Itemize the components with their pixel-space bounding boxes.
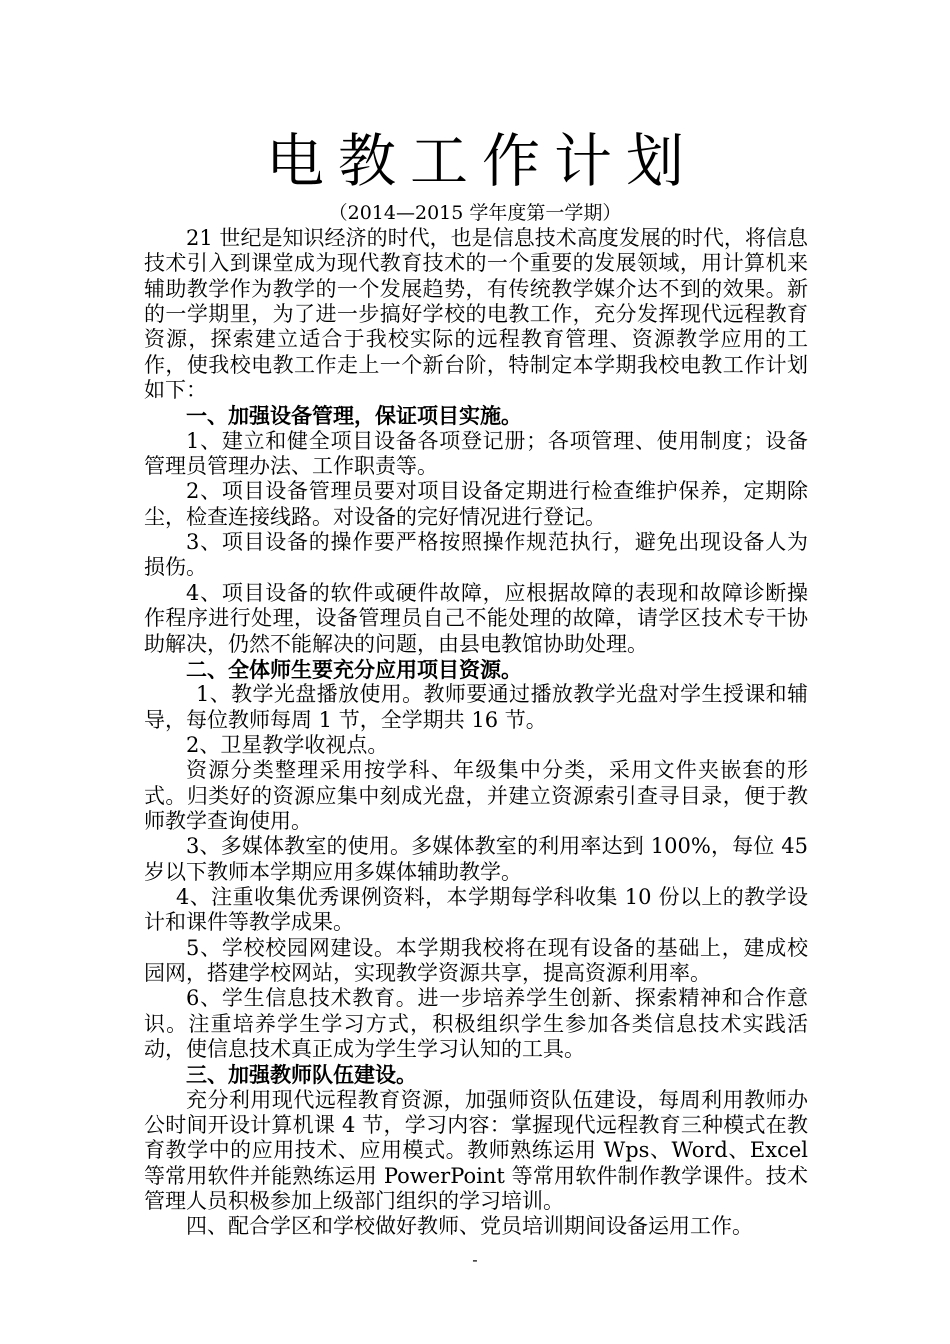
paragraph: 4、注重收集优秀课例资料，本学期每学科收集 10 份以上的教学设计和课件等教学成果。 (144, 884, 808, 935)
paragraph: 1、教学光盘播放使用。教师要通过播放教学光盘对学生授课和辅导，每位教师每周 1 节，全学期共 16 节。 (144, 682, 808, 732)
page-footer: - (472, 1250, 478, 1269)
document-body (144, 226, 808, 1240)
section-heading-2: 二、全体师生要充分应用项目资源。 (186, 656, 522, 682)
paragraph: 3、项目设备的操作要严格按照操作规范执行，避免出现设备人为损伤。 (144, 530, 808, 580)
section-heading-3: 三、加强教师队伍建设。 (186, 1062, 417, 1088)
paragraph: 资源分类整理采用按学科、年级集中分类，采用文件夹嵌套的形式。归类好的资源应集中刻成光盘，并建立资源索引查寻目录，便于教师教学查询使用。 (144, 758, 808, 833)
paragraph: 1、建立和健全项目设备各项登记册；各项管理、使用制度；设备管理员管理办法、工作职责等。 (144, 428, 808, 479)
document-subtitle: （2014—2015 学年度第一学期） (328, 202, 622, 224)
intro-paragraph: 21 世纪是知识经济的时代，也是信息技术高度发展的时代，将信息技术引入到课堂成为现代教育技术的一个重要的发展领域，用计算机来辅助教学作为教学的一个发展趋势，有传统教学媒介达不到的效果。新的一学期里，为了进一步搞好学校的电教工作，充分发挥现代远程教育资源，探索建立适合于我校实际的远程教育管理、资源教学应用的工作，使我校电教工作走上一个新台阶，特制定本学期我校电教工作计划如下： (144, 226, 808, 403)
paragraph: 5、学校校园网建设。本学期我校将在现有设备的基础上，建成校园网，搭建学校网站，实现教学资源共享，提高资源利用率。 (144, 935, 808, 985)
document-title: 电教工作计划 (265, 127, 698, 195)
section-heading-4: 四、配合学区和学校做好教师、党员培训期间设备运用工作。 (186, 1214, 753, 1239)
paragraph: 充分利用现代远程教育资源，加强师资队伍建设，每周利用教师办公时间开设计算机课 4 节，学习内容：掌握现代远程教育三种模式在教育教学中的应用技术、应用模式。教师熟练运用 Wps、Word、Excel 等常用软件并能熟练运用 PowerPoint 等常用软件制作教学课件。技术管理人员积极参加上级部门组织的学习培训。 (144, 1087, 808, 1214)
paragraph: 2、项目设备管理员要对项目设备定期进行检查维护保养，定期除尘，检查连接线路。对设备的完好情况进行登记。 (144, 479, 808, 529)
paragraph: 2、卫星教学收视点。 (186, 732, 389, 757)
paragraph: 6、学生信息技术教育。进一步培养学生创新、探索精神和合作意识。注重培养学生学习方式，积极组织学生参加各类信息技术实践活动，使信息技术真正成为学生学习认知的工具。 (144, 986, 808, 1061)
section-heading-1: 一、加强设备管理，保证项目实施。 (186, 403, 522, 429)
paragraph: 4、项目设备的软件或硬件故障，应根据故障的表现和故障诊断操作程序进行处理，设备管理员自己不能处理的故障，请学区技术专干协助解决，仍然不能解决的问题，由县电教馆协助处理。 (144, 580, 808, 656)
paragraph: 3、多媒体教室的使用。多媒体教室的利用率达到 100%，每位 45 岁以下教师本学期应用多媒体辅助教学。 (144, 834, 808, 884)
